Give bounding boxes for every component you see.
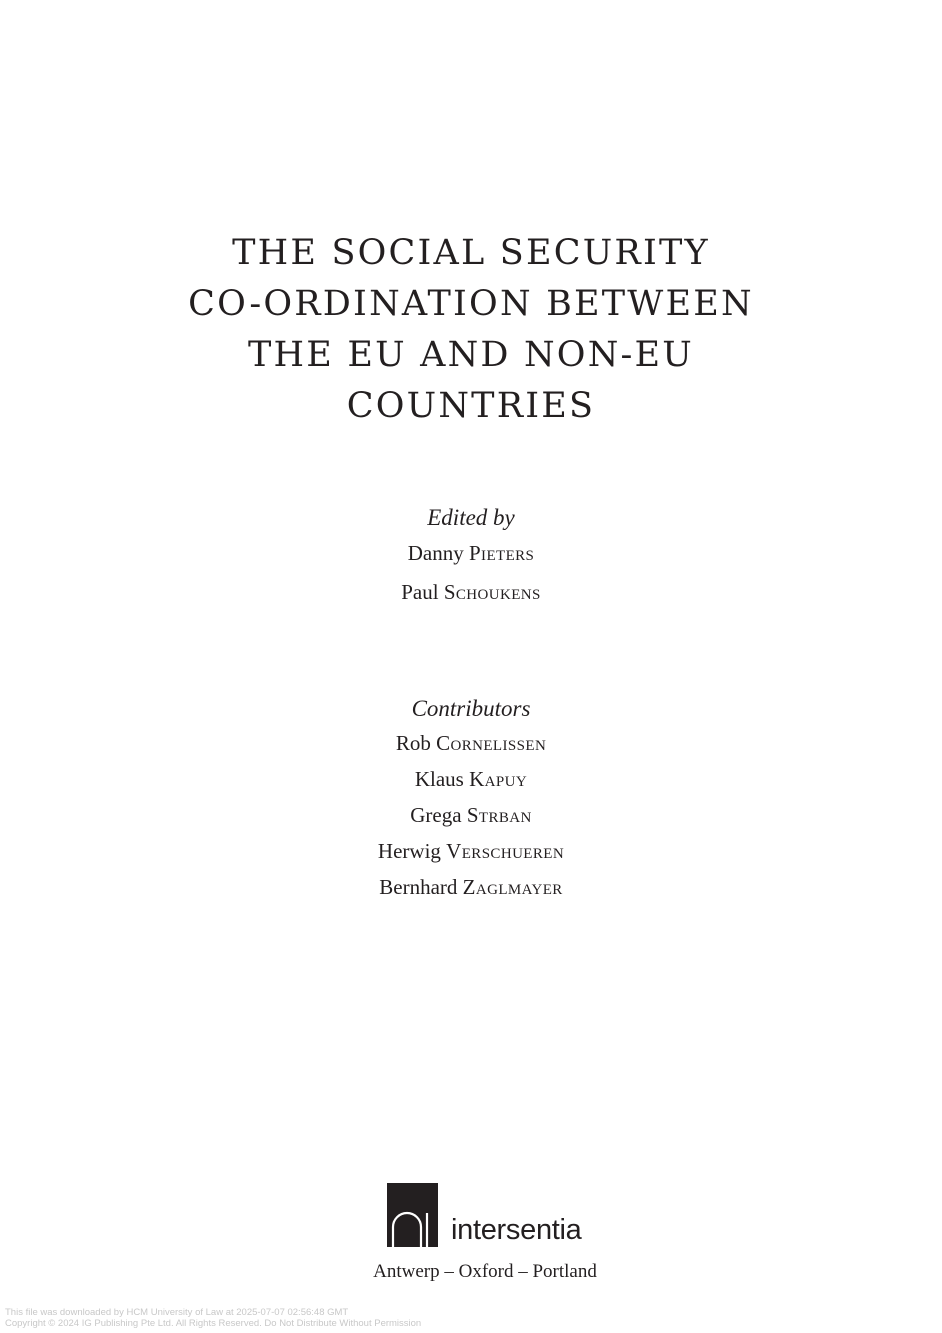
contributor-first-name: Herwig xyxy=(377,839,441,863)
contributor-first-name: Rob xyxy=(395,731,431,755)
editor-name xyxy=(0,573,942,612)
intersentia-logo-mark-icon xyxy=(387,1183,438,1247)
contributor-first-name: Bernhard xyxy=(379,875,458,899)
contributor-surname: Verschueren xyxy=(446,839,565,863)
contributor-name xyxy=(0,869,942,905)
title-line: THE SOCIAL SECURITY xyxy=(232,233,710,273)
editor-first-name: Paul xyxy=(401,580,439,604)
contributor-surname: Cornelissen xyxy=(436,731,547,755)
contributors-section xyxy=(0,693,942,905)
download-notice-line: This file was downloaded by HCM University of Law at 2025-07-07 02:56:48 GMT xyxy=(5,1307,349,1318)
edited-by-label: Edited by xyxy=(427,505,515,530)
title-line: CO-ORDINATION BETWEEN xyxy=(188,284,754,324)
contributor-name xyxy=(0,725,942,761)
editor-surname: Schoukens xyxy=(443,580,541,604)
book-title xyxy=(0,228,942,432)
contributor-name xyxy=(0,833,942,869)
contributor-surname: Kapuy xyxy=(469,767,528,791)
title-line: THE EU AND NON-EU xyxy=(247,335,695,375)
copyright-notice-line: Copyright © 2024 IG Publishing Pte Ltd. All Rights Reserved. Do Not Distribute Without Permission xyxy=(5,1318,422,1329)
publisher-logo xyxy=(387,1183,587,1249)
contributor-first-name: Klaus xyxy=(414,767,464,791)
contributors-label: Contributors xyxy=(411,696,531,721)
contributor-name xyxy=(0,797,942,833)
download-notice xyxy=(5,1307,421,1329)
editor-name xyxy=(0,534,942,573)
editor-first-name: Danny xyxy=(407,541,464,565)
title-line: COUNTRIES xyxy=(346,386,596,426)
contributor-surname: Strban xyxy=(466,803,532,827)
contributor-first-name: Grega xyxy=(410,803,462,827)
editor-surname: Pieters xyxy=(468,541,535,565)
contributor-name xyxy=(0,761,942,797)
editors-section xyxy=(0,502,942,612)
contributor-surname: Zaglmayer xyxy=(462,875,563,899)
publisher-cities: Antwerp – Oxford – Portland xyxy=(373,1261,597,1282)
publisher-name: intersentia xyxy=(451,1214,582,1246)
